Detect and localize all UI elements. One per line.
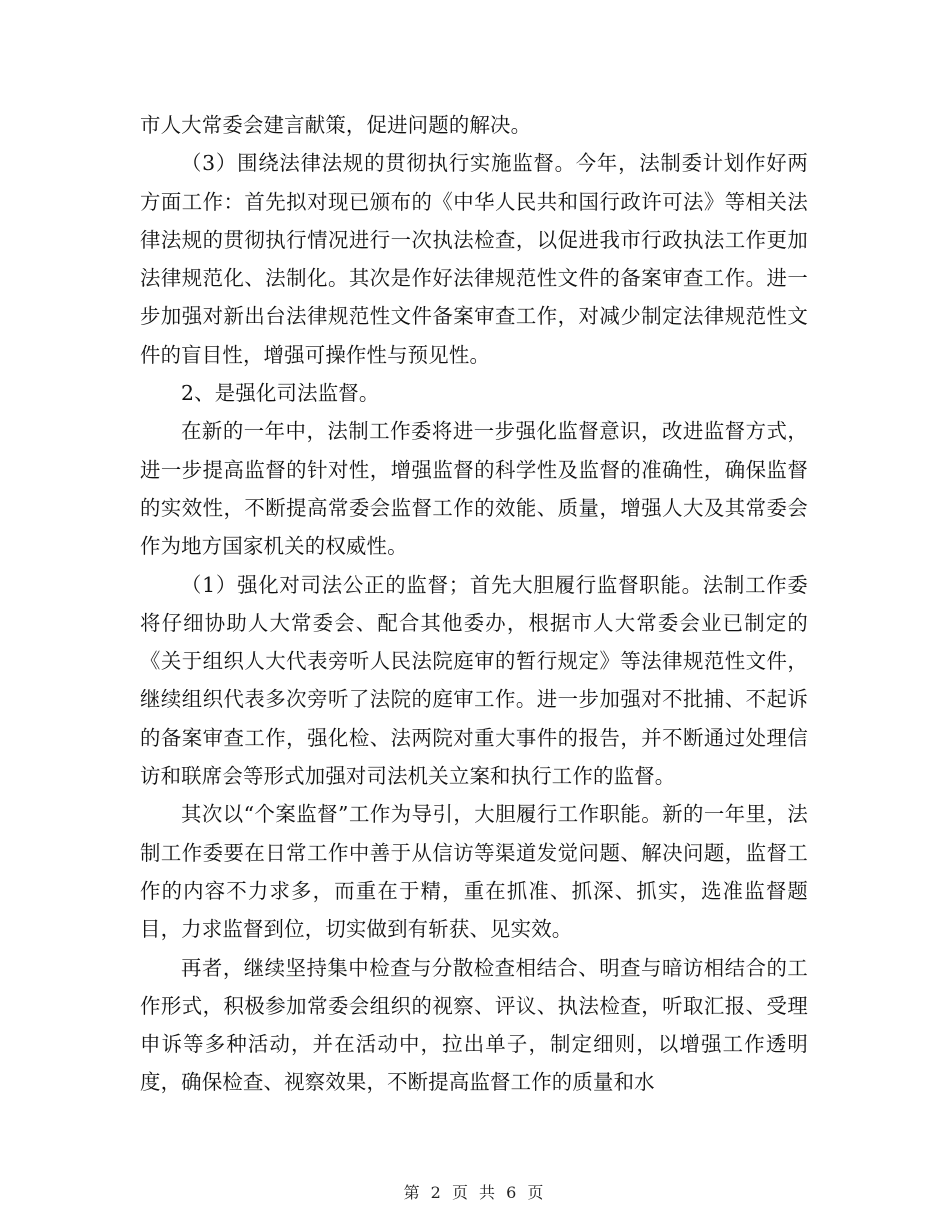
paragraph-item-3: （3）围绕法律法规的贯彻执行实施监督。今年，法制委计划作好两方面工作：首先拟对现已颁布的《中华人民共和国行政许可法》等相关法律法规的贯彻执行情况进行一次执法检查，以促进我市行政执法工作更加法律规范化、法制化。其次是作好法律规范性文件的备案审查工作。进一步加强对新出台法律规范性文件备案审查工作，对减少制定法律规范性文件的盲目性，增强可操作性与预见性。 bbox=[140, 151, 808, 367]
section-heading-2: 2、是强化司法监督。 bbox=[181, 381, 380, 406]
paragraph-continuation: 市人大常委会建言献策，促进问题的解决。 bbox=[140, 113, 532, 137]
paragraph-item-1: （1）强化对司法公正的监督；首先大胆履行监督职能。法制工作委将仔细协助人大常委会、配合其他委办，根据市人大常委会业已制定的《关于组织人大代表旁听人民法院庭审的暂行规定》等法律规范性文件，继续组织代表多次旁听了法院的庭审工作。进一步加强对不批捕、不起诉的备案审查工作，强化检、法两院对重大事件的报告，并不断通过处理信访和联席会等形式加强对司法机关立案和执行工作的监督。 bbox=[140, 572, 808, 789]
paragraph-intro: 在新的一年中，法制工作委将进一步强化监督意识，改进监督方式，进一步提高监督的针对性，增强监督的科学性及监督的准确性，确保监督的实效性，不断提高常委会监督工作的效能、质量，增强人大及其常委会作为地方国家机关的权威性。 bbox=[140, 419, 808, 559]
paragraph-furthermore: 再者，继续坚持集中检查与分散检查相结合、明查与暗访相结合的工作形式，积极参加常委会组织的视察、评议、执法检查，听取汇报、受理申诉等多种活动，并在活动中，拉出单子，制定细则，以增强工作透明度，确保检查、视察效果，不断提高监督工作的质量和水 bbox=[140, 955, 808, 1095]
document-body bbox=[140, 106, 808, 1102]
paragraph-secondly: 其次以“个案监督”工作为导引，大胆履行工作职能。新的一年里，法制工作委要在日常工作中善于从信访等渠道发觉问题、解决问题，监督工作的内容不力求多，而重在于精，重在抓准、抓深、抓实，选准监督题目，力求监督到位，切实做到有斩获、见实效。 bbox=[140, 802, 808, 942]
page-footer: 第 2 页 共 6 页 bbox=[403, 1183, 547, 1202]
